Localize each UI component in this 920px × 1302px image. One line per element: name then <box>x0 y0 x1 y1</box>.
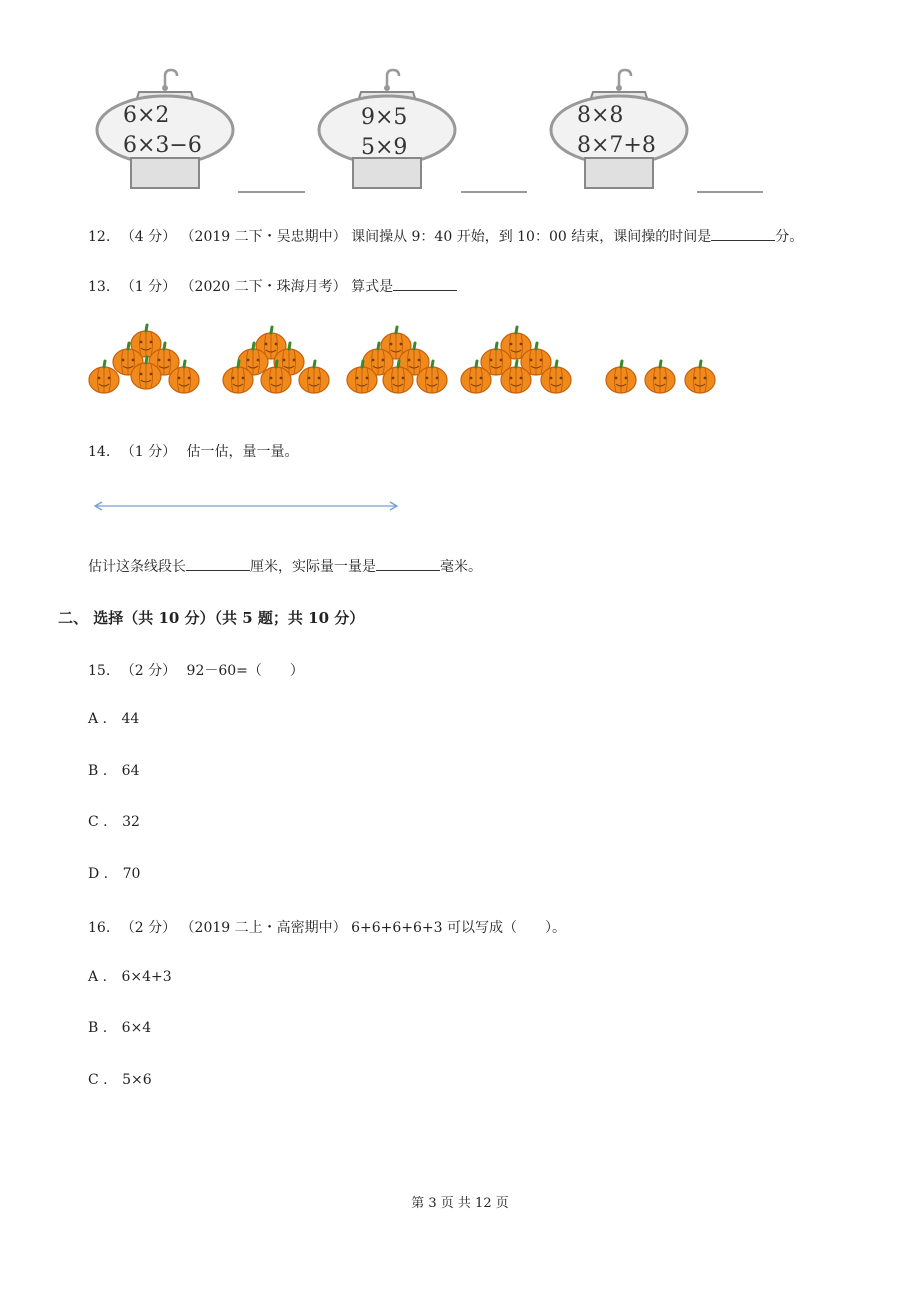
lantern-1-line1: 6×2 <box>123 103 170 128</box>
q15-number: 15. <box>88 663 111 679</box>
pumpkin-group-4 <box>461 327 571 393</box>
option-text: 64 <box>121 763 140 779</box>
q13-number: 13. <box>88 279 111 295</box>
q13-source: （2020 二下・珠海月考） <box>180 279 347 295</box>
q16-option-c[interactable] <box>88 1072 152 1088</box>
q15-text: 92－60=（ ） <box>186 663 304 679</box>
lantern-3-line1: 8×8 <box>577 103 624 128</box>
lantern-1 <box>97 70 233 188</box>
q16-score: （2 分） <box>120 920 177 936</box>
option-letter: C . <box>88 1072 108 1088</box>
line-segment-figure <box>92 498 402 514</box>
question-12 <box>88 226 803 246</box>
question-13 <box>88 276 457 296</box>
q12-text: 课间操从 9：40 开始，到 10：00 结束，课间操的时间是 <box>351 229 712 245</box>
pumpkins-figure <box>86 322 736 402</box>
q12-score: （4 分） <box>120 229 177 245</box>
lantern-2-line1: 9×5 <box>361 105 408 130</box>
q14-measure-blank[interactable] <box>376 558 440 571</box>
option-text: 6×4 <box>121 1020 152 1036</box>
q14-estimate-blank[interactable] <box>186 558 250 571</box>
option-letter: B . <box>88 1020 108 1036</box>
option-text: 6×4+3 <box>121 969 172 985</box>
q16-option-b[interactable] <box>88 1020 151 1036</box>
q15-option-c[interactable] <box>88 814 140 830</box>
option-letter: B . <box>88 763 108 779</box>
option-letter: C . <box>88 814 108 830</box>
option-text: 44 <box>121 711 140 727</box>
q14-estimate-before: 估计这条线段长 <box>88 559 186 575</box>
q15-option-a[interactable] <box>88 711 139 727</box>
option-text: 32 <box>122 814 140 830</box>
q12-text-after: 分。 <box>775 229 804 245</box>
q14-score: （1 分） <box>120 444 177 460</box>
option-text: 70 <box>122 866 141 882</box>
question-15 <box>88 660 304 680</box>
lantern-2-line2: 5×9 <box>361 135 408 160</box>
lantern-3 <box>551 70 687 188</box>
q13-answer-blank[interactable] <box>393 278 457 291</box>
q13-score: （1 分） <box>120 279 177 295</box>
option-letter: D . <box>88 866 109 882</box>
q14-estimate-mid: 厘米，实际量一量是 <box>250 559 376 575</box>
q15-option-d[interactable] <box>88 866 140 882</box>
lanterns-figure <box>85 62 785 198</box>
pumpkin-group-2 <box>223 327 329 393</box>
lantern-3-line2: 8×7+8 <box>577 133 656 158</box>
lantern-1-line2: 6×3−6 <box>123 133 202 158</box>
option-letter: A . <box>88 969 108 985</box>
q16-text: 6+6+6+6+3 可以写成（ ）。 <box>351 920 566 936</box>
q15-score: （2 分） <box>120 663 177 679</box>
pumpkin-group-3 <box>347 327 447 393</box>
question-16 <box>88 917 566 937</box>
page-footer: 第 3 页 共 12 页 <box>411 1196 509 1211</box>
lantern-2 <box>319 70 455 188</box>
q13-text: 算式是 <box>351 279 394 295</box>
pumpkin-group-1 <box>89 325 199 393</box>
pumpkin-group-5 <box>606 361 715 393</box>
section-2-title: 二、 选择（共 10 分）（共 5 题；共 10 分） <box>58 609 365 627</box>
q14-number: 14. <box>88 444 111 460</box>
q14-text: 估一估，量一量。 <box>186 444 299 460</box>
option-text: 5×6 <box>122 1072 152 1088</box>
q15-option-b[interactable] <box>88 763 139 779</box>
q14-estimate-line <box>88 556 482 576</box>
q12-answer-blank[interactable] <box>711 228 775 241</box>
q16-option-a[interactable] <box>88 969 172 985</box>
question-14 <box>88 441 299 461</box>
q16-number: 16. <box>88 920 111 936</box>
q12-source: （2019 二下・吴忠期中） <box>180 229 347 245</box>
q12-number: 12. <box>88 229 111 245</box>
option-letter: A . <box>88 711 108 727</box>
q16-source: （2019 二上・高密期中） <box>180 920 347 936</box>
q14-estimate-after: 毫米。 <box>440 559 482 575</box>
